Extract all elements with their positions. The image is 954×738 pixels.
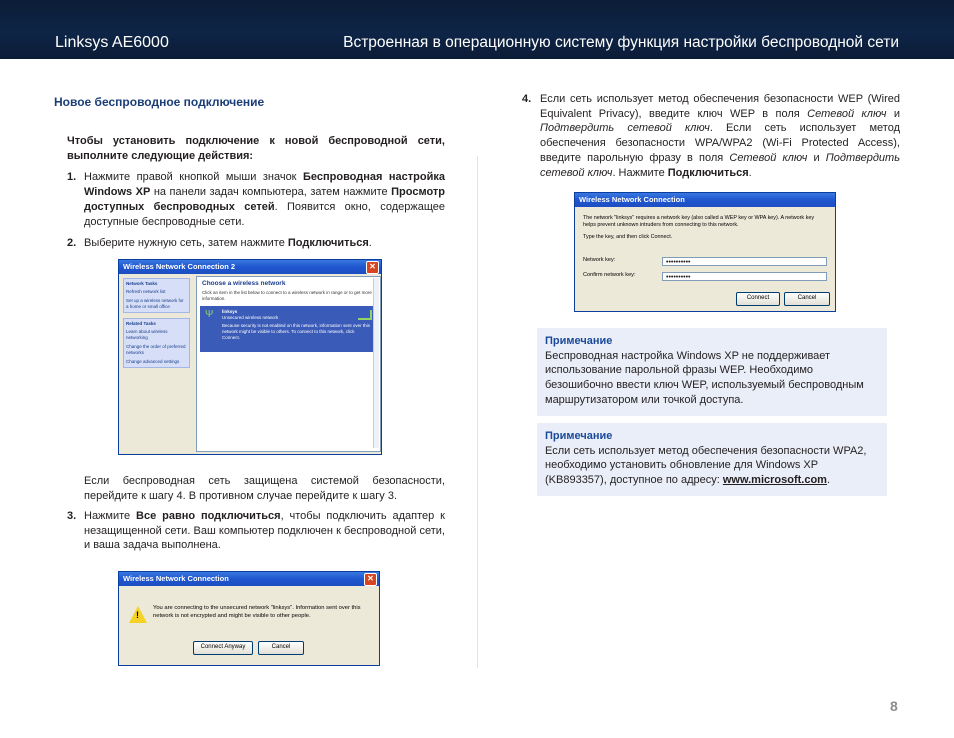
- network-name: linksys: [222, 309, 238, 314]
- note-2: [537, 423, 887, 496]
- step-3-block: [54, 509, 445, 560]
- close-icon[interactable]: ✕: [366, 261, 379, 274]
- network-status: Unsecured wireless network: [222, 315, 279, 320]
- network-list-pane: [196, 276, 381, 452]
- pane-title: Choose a wireless network: [202, 280, 286, 287]
- window-titlebar: Wireless Network Connection 2 ✕: [119, 260, 381, 274]
- network-key-label: Network key:: [583, 257, 616, 263]
- network-tasks-header: Network Tasks: [126, 281, 158, 286]
- confirm-key-label: Confirm network key:: [583, 272, 636, 278]
- window-titlebar: Wireless Network Connection: [575, 193, 835, 207]
- connect-button[interactable]: Connect: [736, 292, 780, 306]
- warning-icon: !: [129, 606, 147, 623]
- note-text: Если сеть использует метод обеспечения безопасности WPA2, необходимо установить обновление для Windows XP (KB893357), доступное по адресу: www.microsoft.com.: [545, 444, 867, 487]
- network-list-item[interactable]: [200, 306, 377, 352]
- step-4: [522, 92, 900, 180]
- conditional-text: Если беспроводная сеть защищена системой безопасности, перейдите к шагу 4. В противном случае перейдите к шагу 3.: [84, 475, 445, 502]
- step-number: 3.: [67, 510, 77, 522]
- screenshot-choose-network: [118, 259, 382, 455]
- network-tasks-box: [123, 278, 190, 313]
- tasks-panel: [123, 278, 190, 390]
- confirm-key-input[interactable]: ••••••••••: [662, 272, 827, 281]
- step-text: Нажмите правой кнопкой мыши значок Беспроводная настройка Windows XP на панели задач компьютера, затем нажмите Просмотр доступных беспроводных сетей. Появится окно, содержащее доступные беспроводные сети.: [84, 171, 446, 228]
- pane-instructions: Click an item in the list below to connect to a wireless network in range or to get more information.: [202, 290, 372, 301]
- cancel-button[interactable]: Cancel: [258, 641, 304, 655]
- wireless-antenna-icon: Ψ: [205, 309, 214, 320]
- network-key-input[interactable]: ••••••••••: [662, 257, 827, 266]
- step-number: 2.: [67, 237, 77, 250]
- signal-strength-icon: [358, 310, 372, 320]
- key-required-message: The network "linksys" requires a network key (also called a WEP key or WPA key). A network key helps prevent unknown intruders from connecting to this network. Type the key, and then click Connect.: [583, 215, 828, 241]
- network-note: Because security is not enabled on this network, information sent over this network might be visible to others. To connect to this network, click Connect.: [222, 323, 370, 340]
- step-1: [54, 170, 445, 229]
- intro-text: Чтобы установить подключение к новой беспроводной сети, выполните следующие действия:: [67, 135, 445, 162]
- right-column: [522, 92, 900, 187]
- section-title: Новое беспроводное подключение: [54, 95, 265, 109]
- advanced-settings-link[interactable]: Change advanced settings: [126, 359, 180, 364]
- step-text: Если сеть использует метод обеспечения безопасности WEP (Wired Equivalent Privacy), введите ключ WEP в поля Сетевой ключ и Подтвердить сетевой ключ. Если сеть использует метод обеспечения безопасности WPA/WPA2 (Wi-Fi Protected Access), введите парольную фразу в поля Сетевой ключ и Подтвердить сетевой ключ. Нажмите Подключиться.: [540, 93, 900, 179]
- step-number: 4.: [522, 93, 532, 105]
- page-header: [0, 0, 954, 59]
- chapter-title: Встроенная в операционную систему функция настройки беспроводной сети: [343, 34, 899, 51]
- key-instruction: Type the key, and then click Connect.: [583, 234, 673, 240]
- scrollbar[interactable]: [373, 278, 379, 448]
- step-text: Выберите нужную сеть, затем нажмите Подключиться.: [84, 237, 372, 250]
- step-3: [54, 509, 445, 553]
- page-number: 8: [890, 698, 898, 714]
- cancel-button[interactable]: Cancel: [784, 292, 830, 306]
- step-text: Нажмите Все равно подключиться, чтобы подключить адаптер к незащищенной сети. Ваш компьютер подключен к беспроводной сети, и ваша задача выполнена.: [84, 510, 445, 552]
- refresh-list-link[interactable]: Refresh network list: [126, 289, 166, 294]
- note-heading: Примечание: [545, 430, 613, 442]
- setup-network-link[interactable]: Set up a wireless network for a home or small office: [126, 298, 184, 309]
- column-divider: [477, 156, 478, 668]
- window-titlebar: Wireless Network Connection ✕: [119, 572, 379, 586]
- screenshot-unsecured-warning: [118, 571, 380, 666]
- related-tasks-header: Related Tasks: [126, 321, 156, 326]
- close-icon[interactable]: ✕: [364, 573, 377, 586]
- change-order-link[interactable]: Change the order of preferred networks: [126, 344, 186, 355]
- step-number: 1.: [67, 171, 77, 184]
- note-box: [537, 423, 887, 496]
- note-heading: Примечание: [545, 335, 613, 347]
- warning-message: You are connecting to the unsecured network "linksys". Information sent over this network is not encrypted and might be visible to other people.: [153, 605, 361, 619]
- step-2: [54, 236, 445, 251]
- microsoft-link[interactable]: www.microsoft.com: [722, 474, 827, 487]
- note-1: [537, 328, 887, 416]
- connect-anyway-button[interactable]: Connect Anyway: [193, 641, 253, 655]
- related-tasks-box: [123, 318, 190, 368]
- learn-link[interactable]: Learn about wireless networking: [126, 329, 168, 340]
- note-text: Беспроводная настройка Windows XP не поддерживает использование парольной фразы WEP. Необходимо безошибочно ввести ключ WEP, используемый беспроводным маршрутизатором или точкой доступа.: [545, 349, 864, 406]
- screenshot-network-key: [574, 192, 836, 312]
- dialog-body: [119, 586, 379, 666]
- conditional-text-block: [84, 474, 445, 503]
- left-column: [54, 93, 445, 258]
- note-box: [537, 328, 887, 416]
- product-name: Linksys AE6000: [55, 34, 169, 51]
